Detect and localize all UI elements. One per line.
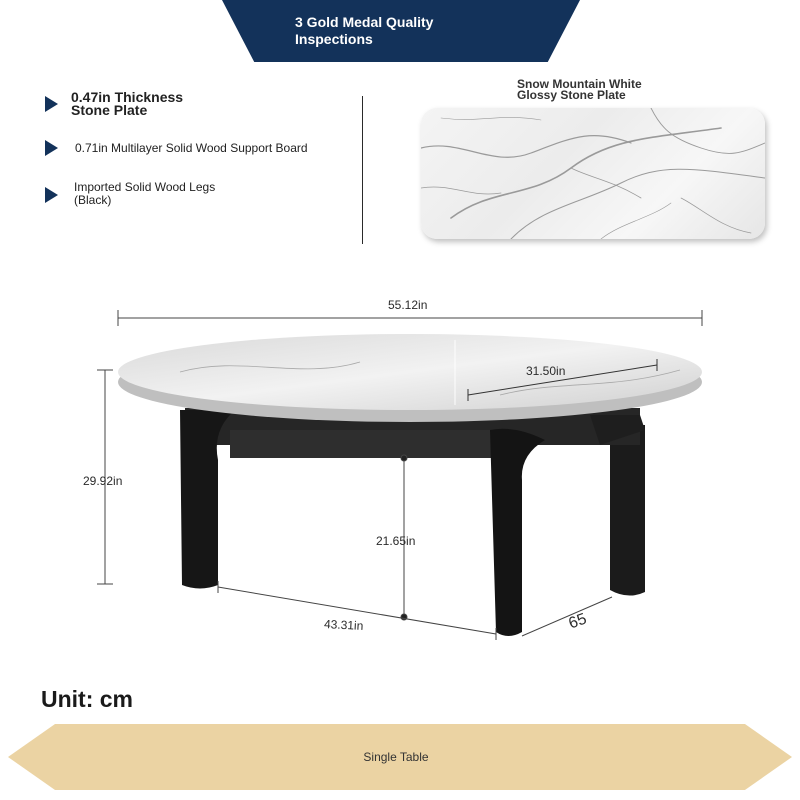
leg-height-label: 21.65in [376, 534, 416, 548]
stone-label-line2: Glossy Stone Plate [517, 88, 626, 102]
feature-line1: 0.47in Thickness [71, 89, 184, 105]
table-leg-front-right [490, 429, 545, 636]
width-dimension-line [118, 310, 702, 326]
leg-depth-label: 65 [566, 610, 589, 633]
height-label: 29.92in [83, 474, 123, 488]
feature-line1: Imported Solid Wood Legs [74, 180, 216, 194]
unit-label: Unit: cm [41, 686, 133, 712]
table-leg-back-right [610, 425, 645, 596]
single-table-label: Single Table [363, 750, 429, 764]
leg-span-label: 43.31in [323, 616, 364, 634]
banner-title-line2: Inspections [295, 31, 373, 47]
feature-line2: (Black) [74, 193, 112, 207]
feature-line1: 0.71in Multilayer Solid Wood Support Board [75, 141, 308, 155]
depth-label: 31.50in [526, 364, 566, 378]
feature-line2: Stone Plate [71, 102, 148, 118]
width-label: 55.12in [388, 298, 428, 312]
banner-title-line1: 3 Gold Medal Quality [295, 14, 434, 30]
stone-label-line1: Snow Mountain White [517, 77, 642, 91]
